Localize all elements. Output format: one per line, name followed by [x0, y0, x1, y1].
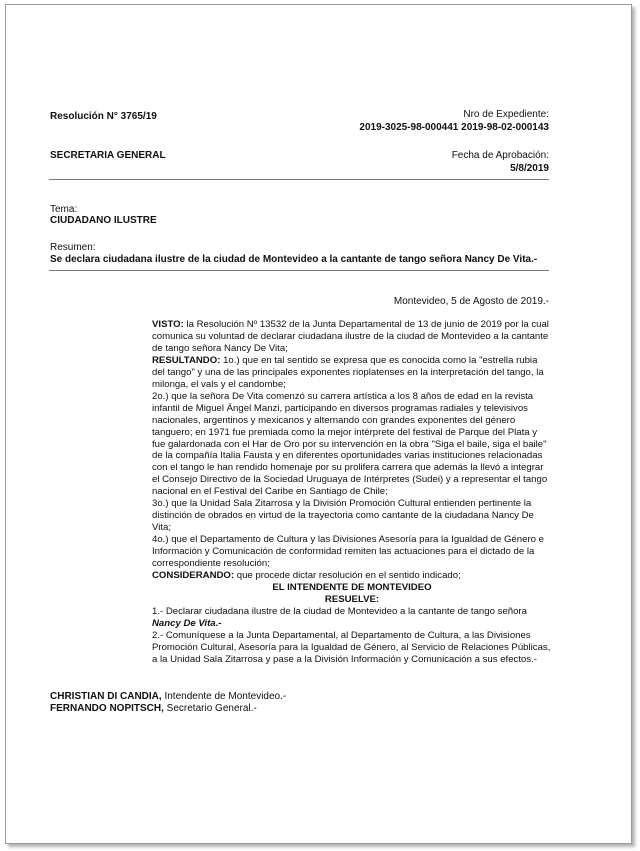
resumen-value: Se declara ciudadana ilustre de la ciudad de Montevideo a la cantante de tango señora Nancy De Vita.- [50, 254, 538, 265]
expediente-value: 2019-3025-98-000441 2019-98-02-000143 [359, 122, 549, 133]
expediente-label: Nro de Expediente: [463, 109, 549, 120]
visto-paragraph [152, 319, 552, 355]
item-1-text: 1.- Declarar ciudadana ilustre de la ciudad de Montevideo a la cantante de tango señora [152, 605, 527, 617]
fecha-aprobacion-value: 5/8/2019 [510, 163, 549, 174]
resumen-divider [49, 270, 549, 271]
resultando-1-paragraph [152, 355, 552, 391]
signature-intendente [50, 691, 286, 702]
tema-label: Tema: [50, 204, 78, 215]
item-1-end: .- [215, 617, 222, 629]
resumen-label: Resumen: [50, 242, 96, 253]
resolution-item-2: 2.- Comuníquese a la Junta Departamental, al Departamento de Cultura, a las Divisiones Promoción Cultural, Asesoría para la Igualdad de Género, al Servicio de Relaciones Públicas, a la Unidad Sala Zitarrosa y pase a la División Información y Comunicación a sus efectos.- [152, 629, 551, 665]
signature-role: Intendente de Montevideo.- [161, 691, 287, 702]
resultando-2-paragraph: 2o.) que la señora De Vita comenzó su carrera artística a los 8 años de edad en la revista infantil de Miguel Ángel Manzi, participando en diversos programas radiales y televisivos nacionales, argentinos y mexicanos y alternando con grandes exponentes del género tanguero; en 1971 fue premiada como la mejor intérprete del festival de Parque del Plata y fue galardonada con el Har de Oro por su intervención en la obra "Siga el baile, siga el baile" de la compañía Italia Fausta y en diferentes oportunidades varias instituciones relacionadas con el tango le han rendido homenaje por su prolifera carrera que además la llevó a integrar el Consejo Directivo de la Sociedad Uruguaya de Intérpretes (Sudei) y a representar el tango nacional en el Festival del Caribe en Santiago de Chile; [152, 390, 548, 498]
resultando-4-paragraph: 4o.) que el Departamento de Cultura y las Divisiones Asesoría para la Igualdad de Género e Información y Comunicación de conformidad remiten las actuaciones para el dictado de la correspondiente resolución; [152, 534, 544, 570]
document-date: Montevideo, 5 de Agosto de 2019.- [393, 296, 549, 307]
considerando-text: que procede dictar resolución en el sentido indicado; [234, 570, 461, 582]
honoree-name: Nancy De Vita [152, 617, 216, 629]
resultando-label: RESULTANDO: [152, 354, 221, 366]
resultando-1-text: 1o.) que en tal sentido se expresa que es conocida como la "estrella rubia del tango" y una de las principales exponentes rioplatenses en la interpretación del tango, la milonga, el vals y el candombe; [152, 354, 544, 390]
resolution-body [152, 319, 552, 666]
resolution-item-1 [152, 606, 552, 630]
resultando-3-paragraph: 3o.) que la Unidad Sala Zitarrosa y la División Promoción Cultural entienden pertinente la distinción de obrados en virtud de la trayectoria como cantante de la ciudadana Nancy De Vita; [152, 498, 534, 534]
intendente-heading: EL INTENDENTE DE MONTEVIDEO [272, 581, 432, 593]
resolution-number: Resolución N° 3765/19 [50, 111, 157, 122]
visto-label: VISTO: [152, 319, 184, 330]
considerando-paragraph [152, 570, 552, 582]
signature-role: Secretario General.- [163, 703, 257, 714]
secretaria-label: SECRETARIA GENERAL [50, 150, 166, 161]
signature-name: FERNANDO NOPITSCH, [50, 703, 164, 714]
resuelve-heading: RESUELVE: [324, 593, 380, 605]
visto-text: la Resolución Nº 13532 de la Junta Departamental de 13 de junio de 2019 por la cual comunica su voluntad de declarar ciudadana ilustre de la ciudad de Montevideo a la cantante de tango señora Nancy De Vita; [152, 319, 549, 354]
signature-secretario [50, 703, 257, 714]
considerando-label: CONSIDERANDO: [152, 570, 235, 582]
signature-name: CHRISTIAN DI CANDIA, [50, 691, 162, 702]
header-divider [49, 179, 549, 180]
fecha-aprobacion-label: Fecha de Aprobación: [451, 150, 549, 161]
tema-value: CIUDADANO ILUSTRE [50, 215, 157, 226]
